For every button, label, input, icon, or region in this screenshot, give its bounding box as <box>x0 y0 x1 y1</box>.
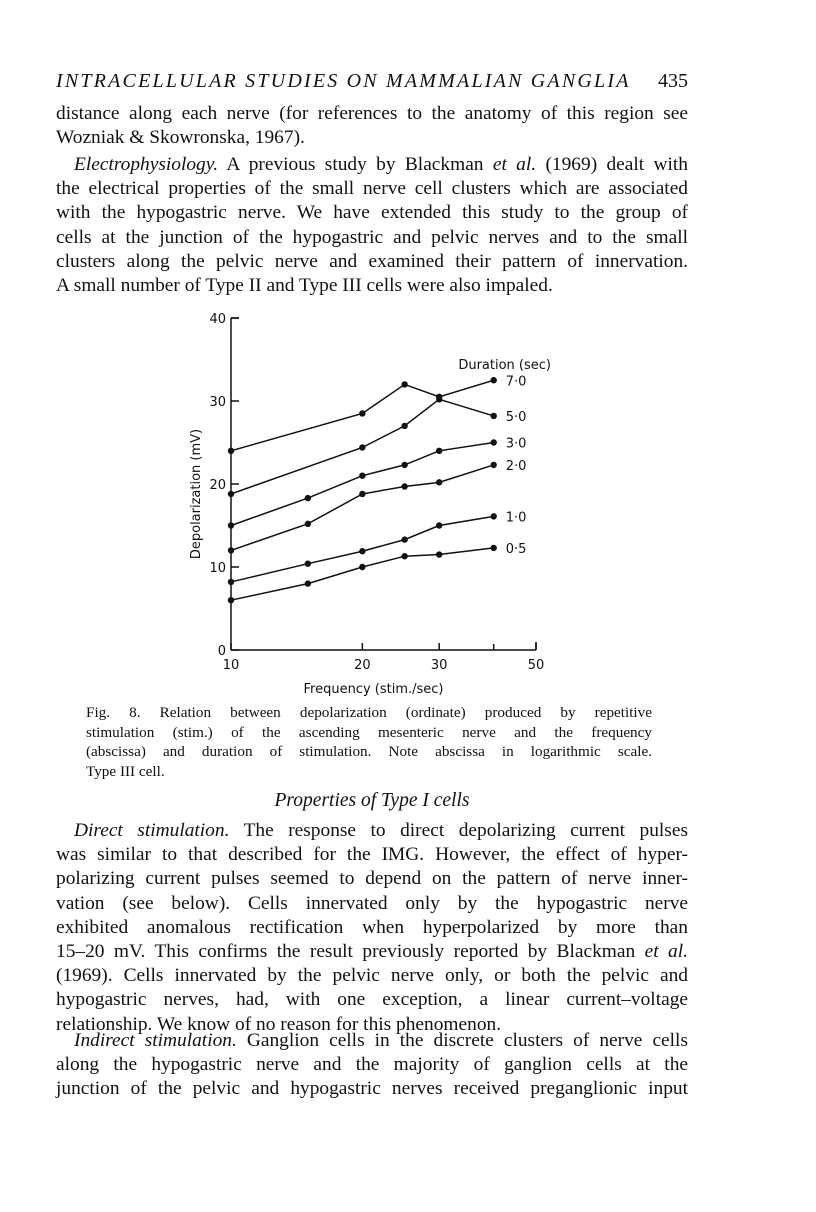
data-point <box>305 560 311 566</box>
y-tick-label: 0 <box>217 644 226 659</box>
data-point <box>436 522 442 528</box>
data-point <box>359 491 365 497</box>
series-line <box>231 443 494 526</box>
data-point <box>401 423 407 429</box>
text-line: clusters along the pelvic nerve and examined their pattern of innervation. <box>56 250 688 272</box>
data-point <box>401 553 407 559</box>
data-point <box>359 473 365 479</box>
caption-line: Fig. 8. Relation between depolarization (ordinate) produced by repetitive <box>86 704 652 721</box>
data-point <box>401 381 407 387</box>
series-label: 5·0 <box>505 409 527 425</box>
figure-caption <box>86 703 652 781</box>
data-point <box>228 522 234 528</box>
series-label: 7·0 <box>505 374 527 390</box>
data-point <box>491 377 497 383</box>
text-run-italic: et al. <box>644 941 688 963</box>
text-line: (1969). Cells innervated by the pelvic nerve only, or both the pelvic and <box>56 965 688 987</box>
data-point <box>228 579 234 585</box>
y-tick-label: 10 <box>209 561 226 576</box>
series-label: 0·5 <box>505 541 527 557</box>
paragraph-anatomy-reference <box>56 102 688 150</box>
text-line: with the hypogastric nerve. We have extended this study to the group of <box>56 202 688 224</box>
text-line <box>56 1029 688 1053</box>
caption-line: (abscissa) and duration of stimulation. Note abscissa in logarithmic scale. <box>86 743 652 761</box>
chart-labels <box>189 312 551 697</box>
text-line: distance along each nerve (for references to the anatomy of this region see <box>56 103 688 124</box>
x-axis-title: Frequency (stim./sec) <box>303 682 444 697</box>
y-tick-label: 30 <box>209 395 226 410</box>
data-point <box>228 597 234 603</box>
x-tick-label: 10 <box>222 658 240 673</box>
run-in-heading: Indirect stimulation. <box>74 1030 237 1051</box>
text-line: polarizing current pulses seemed to depend on the pattern of nerve inner- <box>56 868 688 890</box>
paragraph-direct-stimulation <box>56 819 688 1037</box>
text-line: was similar to that described for the IMG. However, the effect of hyper- <box>56 844 688 866</box>
depolarization-chart <box>180 305 580 700</box>
data-point <box>305 521 311 527</box>
run-in-heading: Direct stimulation. <box>74 820 230 841</box>
data-point <box>401 483 407 489</box>
data-point <box>491 439 497 445</box>
text-line <box>56 153 688 177</box>
data-point <box>436 479 442 485</box>
x-tick-label: 50 <box>527 658 545 673</box>
data-point <box>305 580 311 586</box>
data-point <box>228 491 234 497</box>
data-point <box>491 545 497 551</box>
data-point <box>359 548 365 554</box>
series-line <box>231 548 494 600</box>
x-tick-label: 20 <box>354 658 371 673</box>
data-point <box>305 495 311 501</box>
text-run-italic: et al. <box>492 154 537 175</box>
text-line: exhibited anomalous rectification when hyperpolarized by more than <box>56 916 688 938</box>
data-point <box>228 547 234 553</box>
caption-line: stimulation (stim.) of the ascending mesenteric nerve and the frequency <box>86 723 652 741</box>
run-in-heading: Electrophysiology. <box>74 154 219 175</box>
text-line <box>56 819 688 843</box>
data-point <box>491 462 497 468</box>
x-tick-label: 30 <box>430 658 448 673</box>
series-label: 2·0 <box>505 458 527 474</box>
y-axis-title: Depolarization (mV) <box>189 428 204 560</box>
data-point <box>401 536 407 542</box>
text-line: junction of the pelvic and hypogastric nerves received preganglionic input <box>56 1078 688 1100</box>
caption-line: Type III cell. <box>86 762 165 780</box>
text-run: The response to direct depolarizing current pulses <box>243 820 688 841</box>
text-line: A small number of Type II and Type III cells were also impaled. <box>56 275 553 297</box>
data-point <box>436 551 442 557</box>
text-line: hypogastric nerves, had, with one exception, a linear current–voltage <box>56 989 688 1011</box>
running-header <box>56 70 688 100</box>
text-line: cells at the junction of the hypogastric and pelvic nerves and to the small <box>56 226 688 248</box>
data-point <box>436 396 442 402</box>
data-point <box>436 448 442 454</box>
data-point <box>491 413 497 419</box>
text-line: the electrical properties of the small nerve cell clusters which are associated <box>56 178 688 200</box>
text-line <box>56 940 688 964</box>
series-label: 1·0 <box>505 510 527 526</box>
chart-series <box>228 377 497 603</box>
data-point <box>491 513 497 519</box>
section-heading: Properties of Type I cells <box>274 790 470 811</box>
y-tick-label: 40 <box>209 312 226 327</box>
data-point <box>359 444 365 450</box>
y-tick-label: 20 <box>209 478 226 493</box>
text-line: relationship. We know of no reason for this phenomenon. <box>56 1013 502 1035</box>
legend-title: Duration (sec) <box>458 358 551 373</box>
data-point <box>359 410 365 416</box>
paragraph-electrophysiology <box>56 153 688 298</box>
text-run: (1969) dealt with <box>545 154 688 175</box>
running-title: INTRACELLULAR STUDIES ON MAMMALIAN GANGLIA <box>56 70 631 92</box>
text-line: vation (see below). Cells innervated only by the hypogastric nerve <box>56 892 688 914</box>
data-point <box>228 448 234 454</box>
text-line: Wozniak & Skowronska, 1967). <box>56 127 305 149</box>
text-run: 15–20 mV. This confirms the result previously reported by Blackman <box>56 941 636 963</box>
text-line: along the hypogastric nerve and the majority of ganglion cells at the <box>56 1054 688 1076</box>
series-label: 3·0 <box>505 436 527 452</box>
data-point <box>401 462 407 468</box>
text-run: Ganglion cells in the discrete clusters of nerve cells <box>246 1030 688 1051</box>
paragraph-indirect-stimulation <box>56 1029 688 1102</box>
page-number: 435 <box>658 70 688 92</box>
data-point <box>359 564 365 570</box>
figure-8 <box>180 305 580 700</box>
text-run: A previous study by Blackman <box>226 154 484 175</box>
